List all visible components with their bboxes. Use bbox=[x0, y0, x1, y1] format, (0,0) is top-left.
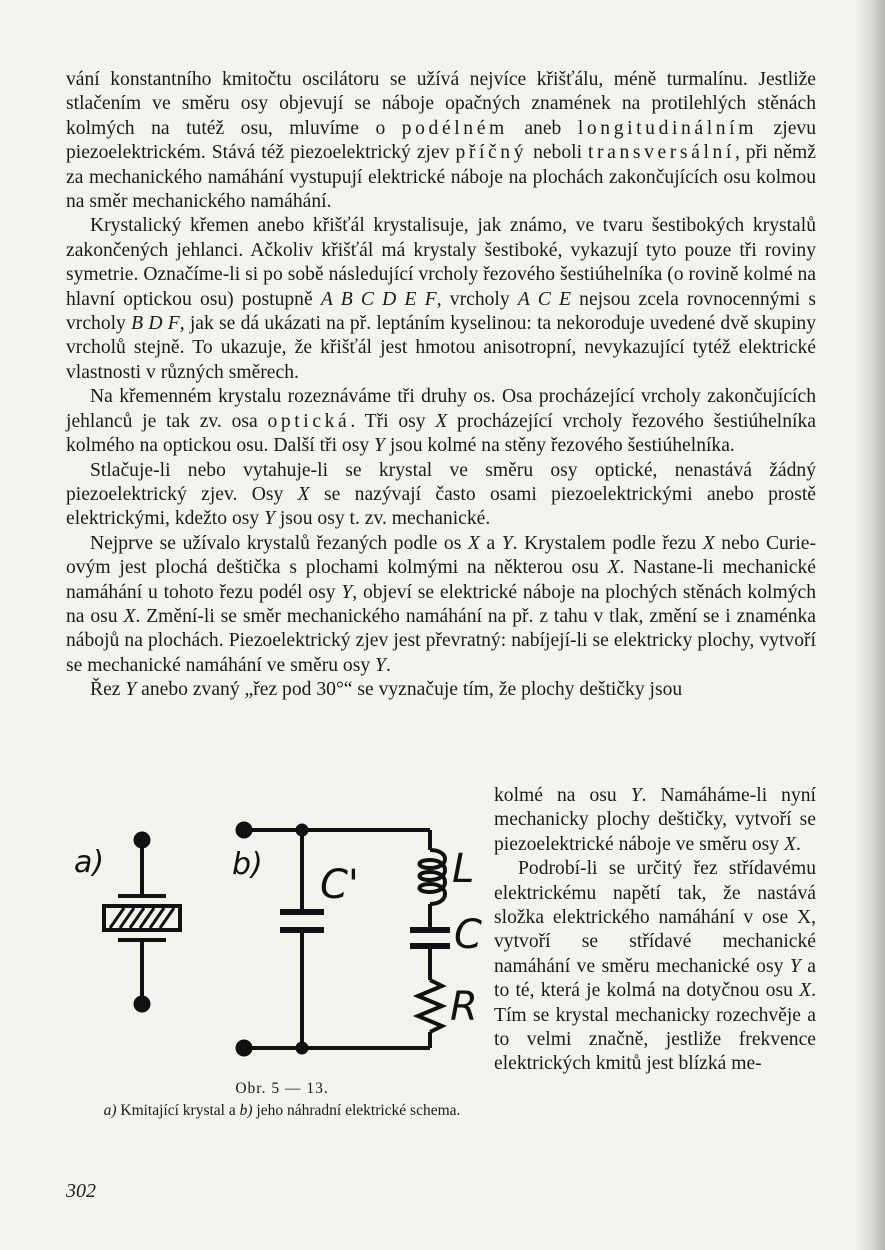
text-segment: X bbox=[799, 980, 812, 1002]
text-segment: X bbox=[123, 605, 136, 627]
figure-5-13 bbox=[66, 788, 498, 1148]
circuit-diagram bbox=[66, 788, 498, 1078]
text-segment: a bbox=[479, 532, 502, 554]
text-segment: longitudinálním bbox=[577, 117, 758, 139]
text-segment: X bbox=[702, 532, 715, 554]
paragraph bbox=[66, 459, 816, 532]
label-c-prime: C' bbox=[320, 862, 359, 908]
label-capacitor: C bbox=[454, 912, 482, 958]
text-segment: , při němž za mechanického namáhání vystupují elektrické náboje na plochách zakončujících osu kolmou na směr mechanického namáhání. bbox=[66, 142, 816, 213]
text-segment: nebo Curie-ovým jest plochá deštička s plochami kolmými na některou osu bbox=[66, 532, 816, 579]
text-segment: nejsou zcela rovnocennými s vrcholy bbox=[66, 288, 816, 335]
text-segment: Y bbox=[789, 955, 801, 977]
text-segment: Na křemenném krystalu rozeznáváme tři druhy os. Osa procházející vrcholy zakončujících jehlanců je tak zv. osa bbox=[66, 386, 816, 432]
text-segment: kolmé na osu bbox=[494, 785, 631, 806]
text-segment: optická bbox=[267, 410, 351, 432]
text-segment: . Změní-li se směr mechanického namáhání na př. z tahu v tlak, změní se i znaménka nábojů na plochách. Piezoelektrický zjev jest převratný: nabíjejí-li se elektricky plochy, vytvoří se mechanické namáhání ve směru osy bbox=[66, 605, 816, 676]
text-segment: jsou osy t. zv. mechanické. bbox=[274, 508, 491, 530]
text-segment: jsou kolmé na stěny řezového šestiúhelníka. bbox=[384, 435, 735, 457]
crystal-symbol bbox=[104, 832, 180, 1012]
text-segment: Y bbox=[375, 654, 386, 676]
paragraph bbox=[66, 532, 816, 678]
label-resistor: R bbox=[450, 984, 478, 1030]
text-segment: . Namáháme-li nyní mechanicky plochy deštičky, vytvoří se piezoelektrické náboje ve směru osy bbox=[494, 785, 816, 855]
text-segment: Nejprve se užívalo krystalů řezaných podle os bbox=[90, 532, 468, 554]
text-segment: X bbox=[607, 557, 620, 579]
text-segment: . Nastane-li mechanické namáhání u tohoto řezu podél osy bbox=[66, 557, 816, 603]
text-segment: Y bbox=[125, 679, 137, 701]
caption-part-2: jeho náhradní elektrické schema. bbox=[252, 1102, 461, 1119]
text-segment: Y bbox=[374, 435, 385, 457]
paragraph bbox=[494, 857, 816, 1077]
text-segment: , vrcholy bbox=[436, 288, 518, 310]
paragraph bbox=[494, 784, 816, 857]
text-segment: anebo zvaný „řez pod 30°“ se vyznačuje tím, že plochy deštičky jsou bbox=[136, 679, 683, 701]
caption-part-1: Kmitající krystal a bbox=[116, 1102, 240, 1119]
text-segment: Řez bbox=[90, 679, 126, 701]
text-segment: X bbox=[467, 532, 480, 554]
figure-label-b: b) bbox=[232, 847, 263, 882]
text-segment: Y bbox=[341, 581, 353, 603]
text-segment: B D F bbox=[131, 313, 180, 335]
text-segment: X bbox=[435, 410, 448, 432]
text-segment: transversální bbox=[588, 142, 735, 164]
text-segment: Krystalický křemen anebo křišťál krystalisuje, jak známo, ve tvaru šestibokých krystalů zakončených jehlanci. Ačkoliv křišťál má krystaly šestiboké, vykazují tyto pouze tři roviny symetrie. Označíme-li si po sobě následující vrcholy řezového šestiúhelníka (o rovině kolmé na hlavní optickou osu) postupně bbox=[66, 215, 816, 310]
text-segment: neboli bbox=[527, 142, 589, 164]
right-column-text bbox=[494, 784, 816, 1077]
text-segment: procházející vrcholy řezového šestiúhelníka kolmého na optickou osu. Další tři osy bbox=[66, 410, 816, 457]
paragraph bbox=[66, 385, 816, 458]
paragraph bbox=[66, 678, 816, 702]
caption-label-b: b) bbox=[239, 1102, 253, 1119]
text-segment: . Tím se krystal mechanicky rozechvěje a to velmi značně, jestliže frekvence elektrických kmitů jest blízká me- bbox=[494, 980, 816, 1075]
text-segment: aneb bbox=[507, 117, 578, 139]
text-segment: zjevu piezoelektrickém. Stává též piezoelektrický zjev bbox=[66, 117, 816, 164]
text-segment: , objeví se elektrické náboje na plochých stěnách kolmých na osu bbox=[66, 581, 816, 627]
text-segment: A C E bbox=[517, 288, 571, 310]
text-segment: . bbox=[385, 654, 391, 676]
text-segment: se nazývají často osami piezoelektrickými anebo prostě elektrickými, kdežto osy bbox=[66, 483, 816, 530]
caption-text bbox=[66, 1100, 498, 1122]
text-segment: Y bbox=[630, 785, 642, 806]
figure-label-a: a) bbox=[74, 845, 105, 880]
page-number: 302 bbox=[66, 1180, 96, 1202]
text-segment: X bbox=[783, 833, 796, 855]
equivalent-circuit bbox=[236, 822, 450, 1056]
caption-number: Obr. 5 — 13. bbox=[235, 1080, 329, 1097]
text-segment: Podrobí-li se určitý řez střídavému elektrickému napětí tak, že nastává složka elektrického namáhání v ose X, vytvoří se střídavé mechanické namáhání ve směru mechanické osy bbox=[494, 858, 816, 977]
paragraph bbox=[66, 214, 816, 385]
figure-caption bbox=[66, 1078, 498, 1122]
text-segment: podélném bbox=[401, 117, 508, 139]
text-segment: , jak se dá ukázati na př. leptáním kyselinou: ta nekoroduje uvedené dvě skupiny vrcholů stejně. To ukazuje, že křišťál jest hmotou anisotropní, nevykazující tytéž elektrické vlastnosti v různých směrech. bbox=[66, 313, 816, 383]
page-edge-shadow bbox=[855, 0, 885, 1250]
label-inductor: L bbox=[452, 846, 475, 892]
caption-label-a: a) bbox=[103, 1102, 117, 1119]
text-segment: . Tři osy bbox=[350, 410, 436, 432]
text-segment: Y bbox=[264, 508, 275, 530]
text-segment: Y bbox=[501, 532, 513, 554]
text-segment: X bbox=[297, 483, 310, 505]
text-segment: Stlačuje-li nebo vytahuje-li se krystal ve směru osy optické, nenastává žádný piezoelektrický zjev. Osy bbox=[66, 459, 816, 505]
text-segment: . bbox=[795, 833, 801, 855]
text-segment: A B C D E F bbox=[320, 288, 437, 310]
paragraph bbox=[66, 68, 816, 214]
text-segment: . Krystalem podle řezu bbox=[512, 532, 703, 554]
text-segment: vání konstantního kmitočtu oscilátoru se užívá nejvíce křišťálu, méně turmalínu. Jestliže stlačením ve směru osy objevují se náboje opačných znamének na protilehlých stěnách kolmých na tutéž osu, mluvíme o bbox=[66, 69, 816, 139]
main-text bbox=[66, 68, 816, 703]
text-segment: příčný bbox=[455, 142, 528, 164]
text-segment: a to té, která je kolmá na dotyčnou osu bbox=[494, 955, 816, 1002]
